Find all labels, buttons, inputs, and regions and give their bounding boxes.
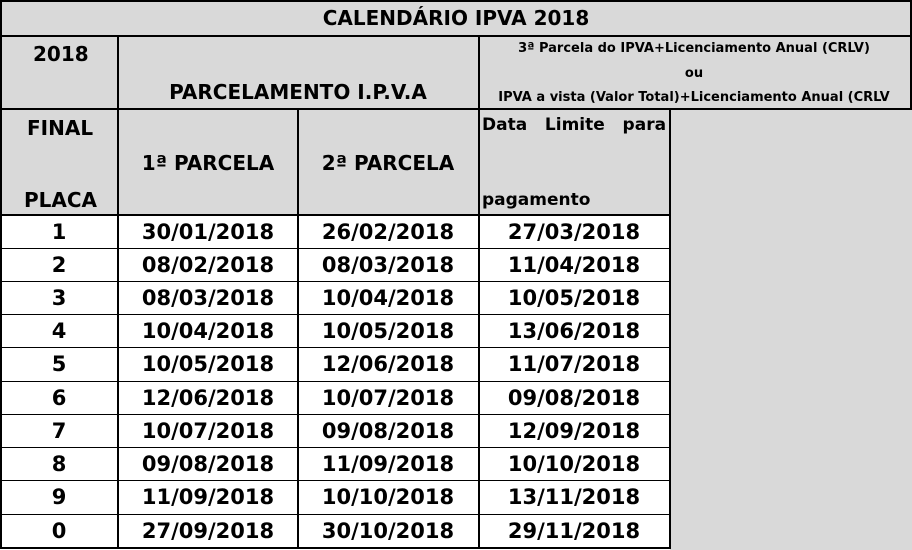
cell-parcela2: 08/03/2018 [321,253,455,277]
placa-label: PLACA [24,188,98,212]
cell-parcela1: 11/09/2018 [141,485,275,509]
cell-parcela1: 10/07/2018 [141,419,275,443]
cell-final: 0 [51,519,67,543]
cell-final: 2 [51,253,67,277]
cell-parcela1: 30/01/2018 [141,220,275,244]
cell-parcela2: 09/08/2018 [321,419,455,443]
rule-row [0,248,670,249]
cell-parcela2: 10/05/2018 [321,319,455,343]
cell-data-limite: 11/07/2018 [507,352,641,376]
cell-final: 9 [51,485,67,509]
col-header-parcela2: 2ª PARCELA [321,151,455,175]
parcelamento-label: PARCELAMENTO I.P.V.A [169,80,427,104]
cell-data-limite: 12/09/2018 [507,419,641,443]
cell-parcela2: 30/10/2018 [321,519,455,543]
rule-col3 [478,36,480,549]
rule-row [0,281,670,282]
cell-data-limite: 29/11/2018 [507,519,641,543]
cell-final: 4 [51,319,67,343]
third-parcel-line2: ou [684,66,704,81]
cell-parcela2: 11/09/2018 [321,452,455,476]
rule-row [0,514,670,515]
cell-parcela1: 08/03/2018 [141,286,275,310]
cell-data-limite: 10/05/2018 [507,286,641,310]
cell-parcela1: 10/04/2018 [141,319,275,343]
third-parcel-line1: 3ª Parcela do IPVA+Licenciamento Anual (CRLV) [518,41,870,56]
rule-left [0,0,2,549]
cell-parcela2: 10/07/2018 [321,386,455,410]
cell-data-limite: 09/08/2018 [507,386,641,410]
rule-col2 [297,109,299,549]
cell-data-limite: 13/06/2018 [507,319,641,343]
rule-row [0,447,670,448]
cell-parcela2: 10/04/2018 [321,286,455,310]
cell-parcela2: 26/02/2018 [321,220,455,244]
rule-row [0,347,670,348]
table-title: CALENDÁRIO IPVA 2018 [322,6,590,30]
col-header-data-limite: Data Limite para [482,115,667,135]
rule-top [0,0,912,2]
cell-final: 1 [51,220,67,244]
cell-parcela2: 10/10/2018 [321,485,455,509]
cell-parcela1: 10/05/2018 [141,352,275,376]
rule-title [0,35,912,37]
rule-row [0,414,670,415]
rule-row [0,381,670,382]
rule-bottom [0,547,670,549]
right-filler [670,109,912,550]
rule-header [0,108,912,110]
col-header-pagamento: pagamento [482,190,591,210]
final-label: FINAL [27,116,94,140]
third-parcel-line3: IPVA a vista (Valor Total)+Licenciamento Anual (CRLV [498,90,890,105]
cell-final: 6 [51,386,67,410]
cell-data-limite: 10/10/2018 [507,452,641,476]
cell-parcela1: 09/08/2018 [141,452,275,476]
rule-col4 [669,109,671,549]
cell-data-limite: 11/04/2018 [507,253,641,277]
cell-parcela1: 27/09/2018 [141,519,275,543]
rule-col1 [117,36,119,549]
cell-data-limite: 13/11/2018 [507,485,641,509]
cell-parcela1: 12/06/2018 [141,386,275,410]
year-label: 2018 [33,42,89,66]
rule-row [0,480,670,481]
col-header-parcela1: 1ª PARCELA [141,151,275,175]
cell-parcela1: 08/02/2018 [141,253,275,277]
cell-final: 5 [51,352,67,376]
cell-final: 7 [51,419,67,443]
cell-parcela2: 12/06/2018 [321,352,455,376]
cell-final: 3 [51,286,67,310]
rule-head-bottom [0,214,670,216]
rule-row [0,314,670,315]
cell-data-limite: 27/03/2018 [507,220,641,244]
cell-final: 8 [51,452,67,476]
